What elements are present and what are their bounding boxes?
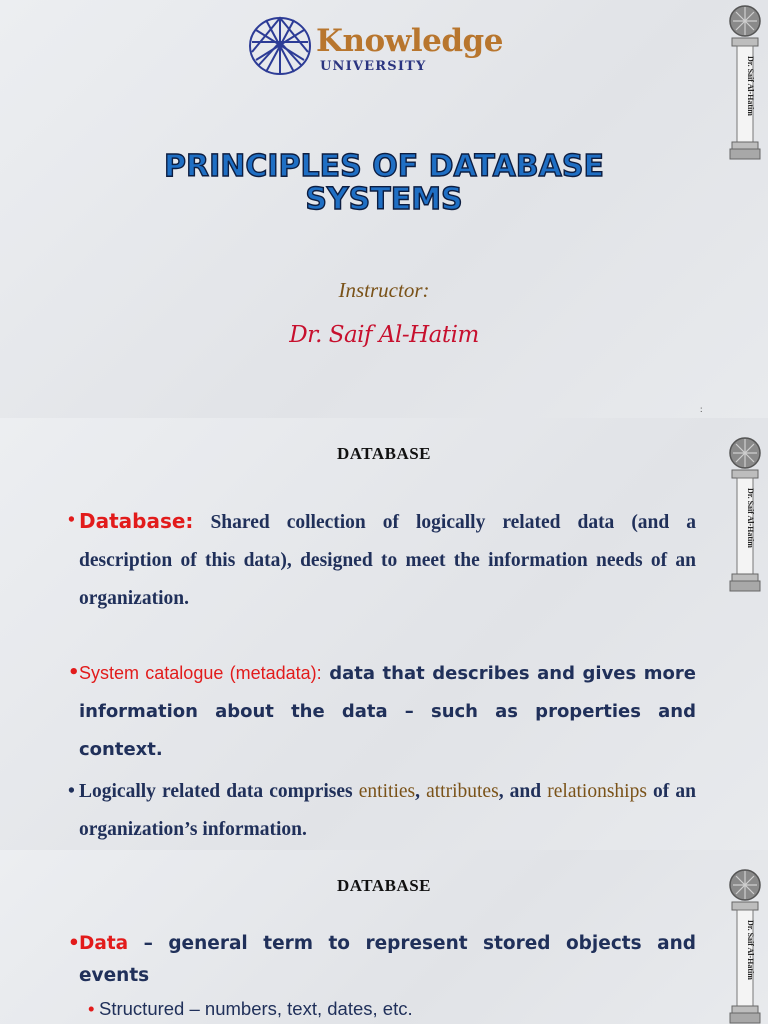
university-logo: [246, 10, 526, 82]
logo-sub-text: UNIVERSITY: [320, 59, 427, 74]
logo-brand-text: Knowledge: [316, 23, 503, 59]
title-line-2: SYSTEMS: [305, 182, 463, 217]
column-ornament-1: [728, 4, 762, 162]
bullet-glyph: •: [68, 510, 75, 531]
bullet-data: [68, 928, 696, 992]
term-relationships: relationships: [547, 781, 647, 802]
data-definition-slide: [0, 850, 768, 1024]
slide-heading: DATABASE: [336, 444, 432, 463]
bullet-glyph: •: [68, 781, 75, 802]
bullet-logically-related: [68, 773, 696, 849]
instructor-name: Dr. Saif Al-Hatim: [289, 322, 479, 348]
term-data: Data: [79, 933, 129, 954]
definition-system-catalogue: data that describes and gives more information about the data – such as properties and context.: [79, 663, 696, 760]
column-caption: Dr. Saif Al-Hatim: [746, 920, 755, 980]
text-part: Logically related data comprises: [79, 781, 353, 802]
database-definition-slide: [0, 418, 768, 850]
term-attributes: attributes: [426, 781, 499, 802]
bullet-glyph: •: [88, 998, 95, 1019]
column-caption: Dr. Saif Al-Hatim: [746, 56, 755, 116]
column-caption: Dr. Saif Al-Hatim: [746, 488, 755, 548]
definition-database: Shared collection of logically related data (and a description of this data), designed to meet the information needs of an organization.: [79, 512, 697, 609]
text-part: of an organization’s information.: [79, 781, 697, 840]
page-mark: :: [700, 404, 703, 414]
text-part: , and: [498, 781, 542, 802]
bullet-system-catalogue: [68, 654, 696, 769]
sub-bullet-structured: [88, 996, 688, 1022]
brain-logo-icon: [246, 12, 314, 80]
term-entities: entities: [358, 781, 416, 802]
text-part: ,: [415, 781, 420, 802]
bullet-glyph: •: [68, 662, 80, 683]
pillar-icon: [728, 4, 762, 162]
term-system-catalogue: System catalogue (metadata):: [79, 663, 322, 683]
title-slide: [0, 0, 768, 418]
structured-text: Structured – numbers, text, dates, etc.: [99, 998, 413, 1019]
slide-heading: DATABASE: [336, 876, 432, 895]
bullet-database: [68, 502, 696, 618]
presentation-title: [0, 150, 768, 216]
bullet-glyph: •: [68, 933, 80, 954]
definition-data: – general term to represent stored objects and events: [79, 933, 696, 986]
term-database: Database:: [79, 509, 194, 533]
title-line-1: PRINCIPLES OF DATABASE: [164, 149, 604, 184]
instructor-label: Instructor:: [338, 278, 430, 302]
